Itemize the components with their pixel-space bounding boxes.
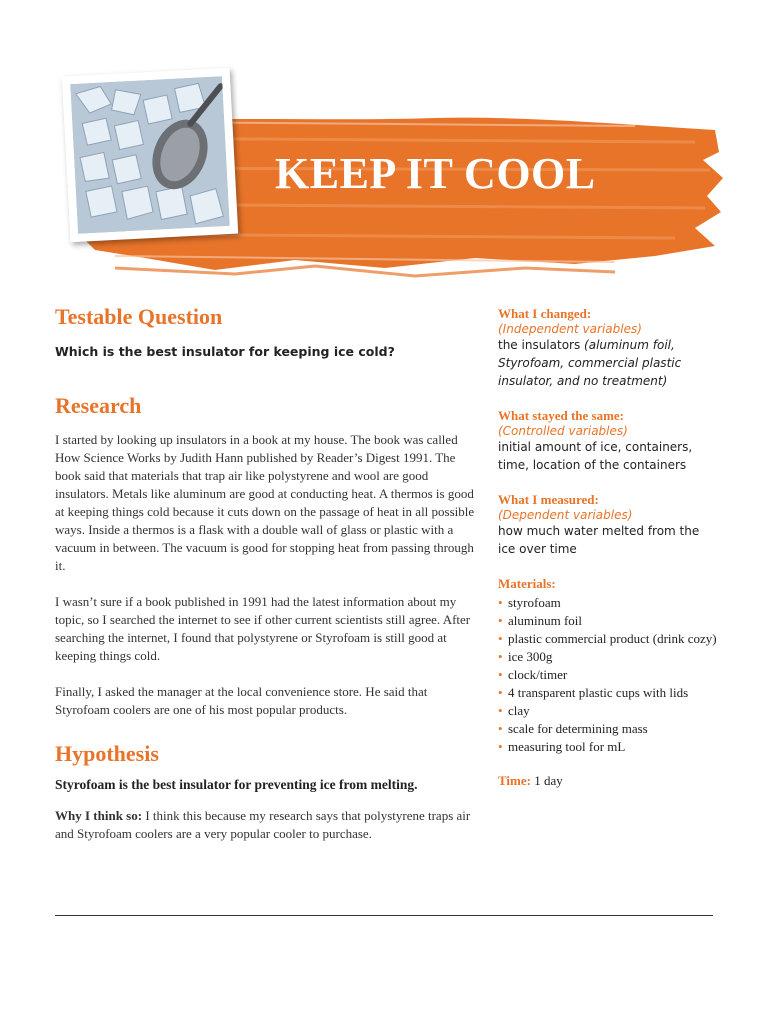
materials-list <box>498 594 718 756</box>
testable-question-text: Which is the best insulator for keeping ice cold? <box>55 344 395 359</box>
sidebar <box>498 306 718 790</box>
measured-subheading: (Dependent variables) <box>498 508 633 522</box>
list-item <box>498 666 718 684</box>
material-label: scale for determining mass <box>508 721 648 736</box>
material-label: ice 300g <box>508 649 553 664</box>
time-label: Time: <box>498 773 531 788</box>
bullet-icon: • <box>498 631 503 646</box>
list-item <box>498 684 718 702</box>
measured-heading: What I measured: <box>498 492 599 507</box>
bullet-icon: • <box>498 613 503 628</box>
ice-scoop-photo-icon <box>70 76 230 234</box>
changed-subheading: (Independent variables) <box>498 322 642 336</box>
list-item <box>498 594 718 612</box>
testable-question-heading: Testable Question <box>55 304 223 329</box>
material-label: clock/timer <box>508 667 568 682</box>
research-paragraph-3: Finally, I asked the manager at the local convenience store. He said that Styrofoam coolers are one of his most popular products. <box>55 684 428 717</box>
research-paragraph-2: I wasn’t sure if a book published in 1991 had the latest information about my topic, so I searched the internet to see if other current scientists still agree. After searching the internet, I found that polystyrene or Styrofoam is still good at keeping things cold. <box>55 594 471 663</box>
hypothesis-reason <box>55 807 475 843</box>
list-item <box>498 612 718 630</box>
hypothesis-heading: Hypothesis <box>55 741 159 766</box>
material-label: styrofoam <box>508 595 561 610</box>
bullet-icon: • <box>498 721 503 736</box>
main-column <box>55 304 475 843</box>
changed-text-italic: (aluminum foil, Styrofoam, commercial plastic insulator, and no treatment) <box>498 338 682 388</box>
bullet-icon: • <box>498 649 503 664</box>
research-heading: Research <box>55 393 142 418</box>
research-paragraph-1: I started by looking up insulators in a book at my house. The book was called How Science Works by Judith Hann published by Reader’s Digest 1991. The book said that materials that trap air like polystyrene and wool are good insulators. Metals like aluminum are good at conducting heat. A thermos is good at keeping things cold because it cuts down on the passage of heat in all possible ways. Inside a thermos is a flask with a double wall of glass or plastic with a vacuum in between. The vacuum is good for stopping heat from passing through it. <box>55 432 475 573</box>
changed-heading: What I changed: <box>498 306 592 321</box>
why-text: I think this because my research says that polystyrene traps air and Styrofoam coolers are a very popular cooler to purchase. <box>55 808 471 841</box>
same-subheading: (Controlled variables) <box>498 424 628 438</box>
material-label: clay <box>508 703 530 718</box>
list-item <box>498 648 718 666</box>
same-text: initial amount of ice, containers, time, location of the containers <box>498 440 693 472</box>
list-item <box>498 702 718 720</box>
bullet-icon: • <box>498 595 503 610</box>
material-label: aluminum foil <box>508 613 583 628</box>
material-label: 4 transparent plastic cups with lids <box>508 685 689 700</box>
list-item <box>498 630 718 648</box>
list-item <box>498 738 718 756</box>
footer-divider <box>55 915 713 916</box>
hypothesis-statement: Styrofoam is the best insulator for preventing ice from melting. <box>55 777 418 792</box>
list-item <box>498 720 718 738</box>
page-title: KEEP IT COOL <box>275 149 596 198</box>
changed-text <box>498 336 718 390</box>
bullet-icon: • <box>498 685 503 700</box>
measured-text: how much water melted from the ice over time <box>498 524 700 556</box>
same-heading: What stayed the same: <box>498 408 625 423</box>
why-label: Why I think so: <box>55 808 143 823</box>
ice-photo <box>62 68 238 243</box>
material-label: measuring tool for mL <box>508 739 626 754</box>
material-label: plastic commercial product (drink cozy) <box>508 631 717 646</box>
materials-heading: Materials: <box>498 576 556 591</box>
bullet-icon: • <box>498 667 503 682</box>
time-value: 1 day <box>534 773 563 788</box>
changed-text-plain: the insulators <box>498 338 585 352</box>
time-row <box>498 772 718 790</box>
bullet-icon: • <box>498 739 503 754</box>
bullet-icon: • <box>498 703 503 718</box>
